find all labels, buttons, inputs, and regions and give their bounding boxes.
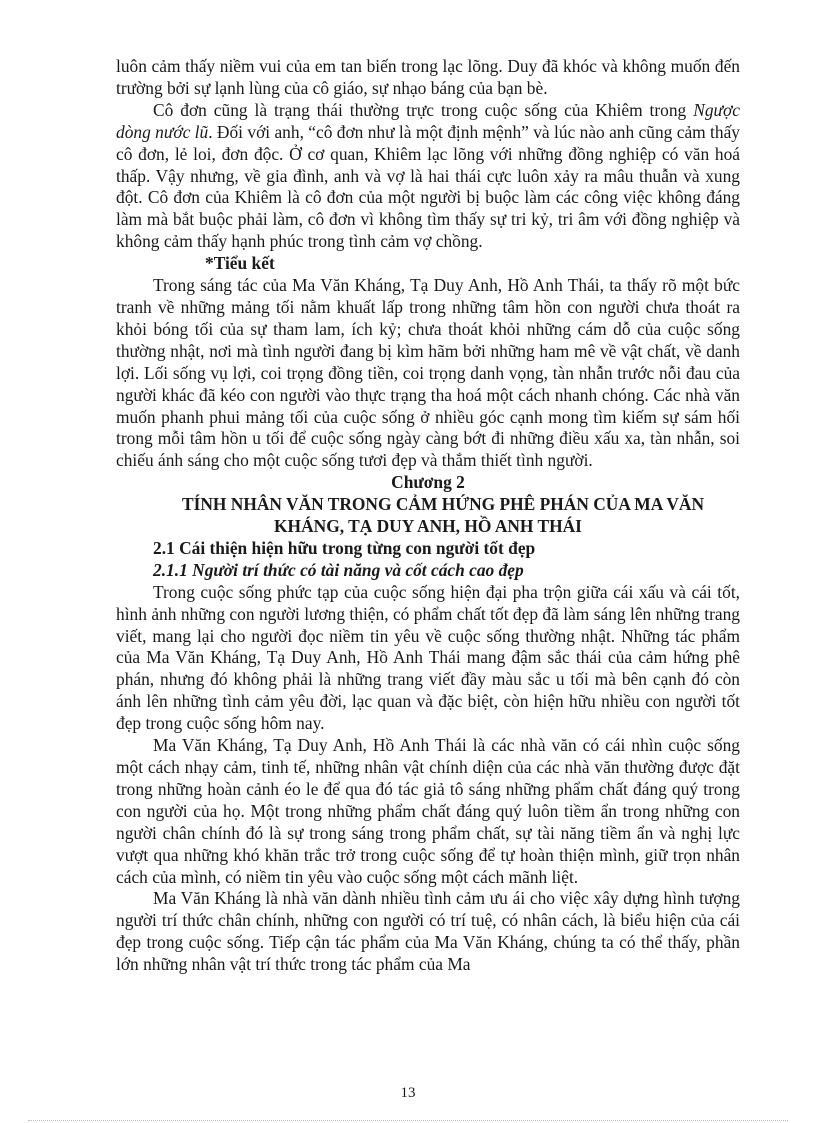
section-heading: 2.1 Cái thiện hiện hữu trong từng con người tốt đẹp: [153, 537, 536, 558]
chapter-title-line-2: KHÁNG, TẠ DUY ANH, HỒ ANH THÁI: [274, 516, 582, 537]
paragraph-2: [116, 100, 740, 253]
page-number: 13: [400, 1085, 416, 1101]
paragraph-6: Ma Văn Kháng là nhà văn dành nhiều tình cảm ưu ái cho việc xây dựng hình tượng người trí thức chân chính, những con người có trí tuệ, có nhân cách, là biểu hiện của cái đẹp trong cuộc sống. Tiếp cận tác phẩm của Ma Văn Kháng, chúng ta có thể thấy, phần lớn những nhân vật trí thức trong tác phẩm của Ma: [116, 888, 740, 975]
footer-divider: [28, 1120, 788, 1121]
chapter-number: Chương 2: [391, 472, 465, 493]
chapter-title-line-1: TÍNH NHÂN VĂN TRONG CẢM HỨNG PHÊ PHÁN CỦA MA VĂN: [181, 494, 705, 515]
paragraph-2-text-a: Cô đơn cũng là trạng thái thường trực trong cuộc sống của Khiêm trong: [153, 99, 694, 120]
summary-heading: *Tiểu kết: [205, 253, 275, 274]
paragraph-5: Ma Văn Kháng, Tạ Duy Anh, Hồ Anh Thái là các nhà văn có cái nhìn cuộc sống một cách nhạy cảm, tinh tế, những nhân vật chính diện của các nhà văn thường được đặt trong những hoàn cảnh éo le để qua đó tác giả tô sáng những phẩm chất đáng quý trong con người của họ. Một trong những phẩm chất đáng quý luôn tiềm ẩn trong những con người chân chính đó là sự trong sáng trong phẩm chất, sự tài năng tiềm ẩn và nghị lực vượt qua những khó khăn trắc trở trong cuộc sống để tự hoàn thiện mình, giữ trọn nhân cách của mình, có niềm tin yêu vào cuộc sống một cách mãnh liệt.: [116, 735, 740, 887]
paragraph-2-text-b: . Đối với anh, “cô đơn như là một định mệnh” và lúc nào anh cũng cảm thấy cô đơn, lẻ loi, đơn độc. Ở cơ quan, Khiêm lạc lõng với những đồng nghiệp có văn hoá thấp. Vậy nhưng, về gia đình, anh và vợ là hai thái cực luôn xảy ra mâu thuẫn và xung đột. Cô đơn của Khiêm là cô đơn của một người bị buộc làm các công việc không đáng làm mà bắt buộc phải làm, cô đơn vì không tìm thấy sự tri kỷ, tri âm với đồng nghiệp và không cảm thấy hạnh phúc trong tình cảm vợ chồng.: [116, 121, 740, 252]
document-page: [116, 56, 740, 976]
paragraph-4: Trong cuộc sống phức tạp của cuộc sống hiện đại pha trộn giữa cái xấu và cái tốt, hình ảnh những con người lương thiện, có phẩm chất tốt đẹp đã làm sáng lên những trang viết, mang lại cho người đọc niềm tin yêu về cuộc sống thường nhật. Những tác phẩm của Ma Văn Kháng, Tạ Duy Anh, Hồ Anh Thái mang đậm sắc thái của cảm hứng phê phán, nhưng đó không phải là những trang viết đầy màu sắc u tối mà bên cạnh đó còn ánh lên những tình cảm yêu đời, lạc quan và đặc biệt, còn hiện hữu nhiều con người tốt đẹp trong cuộc sống hôm nay.: [116, 581, 740, 734]
paragraph-1: luôn cảm thấy niềm vui của em tan biến trong lạc lõng. Duy đã khóc và không muốn đến trường bởi sự lạnh lùng của cô giáo, sự nhạo báng của bạn bè.: [116, 56, 740, 98]
work-title: Ngược dòng nước lũ: [116, 99, 740, 142]
subsection-heading: 2.1.1 Người trí thức có tài năng và cốt cách cao đẹp: [153, 559, 524, 580]
paragraph-3: Trong sáng tác của Ma Văn Kháng, Tạ Duy Anh, Hồ Anh Thái, ta thấy rõ một bức tranh về những mảng tối nằm khuất lấp trong những tâm hồn con người chưa thoát ra khỏi bóng tối của sự tham lam, ích kỷ; chưa thoát khỏi những cám dỗ của cuộc sống thường nhật, nơi mà tình người đang bị kìm hãm bởi những ham mê về vật chất, về danh lợi. Lối sống vụ lợi, coi trọng đồng tiền, coi trọng danh vọng, tàn nhẫn trước nỗi đau của người khác đã kéo con người vào thực trạng tha hoá một cách nhanh chóng. Các nhà văn muốn phanh phui mảng tối của cuộc sống ở nhiều góc cạnh mong tìm kiếm sự sám hối trong mỗi tâm hồn u tối để cuộc sống ngày càng bớt đi những điều xấu xa, tàn nhẫn, soi chiếu ánh sáng cho một cuộc sống tươi đẹp và thắm thiết tình người.: [116, 275, 740, 471]
